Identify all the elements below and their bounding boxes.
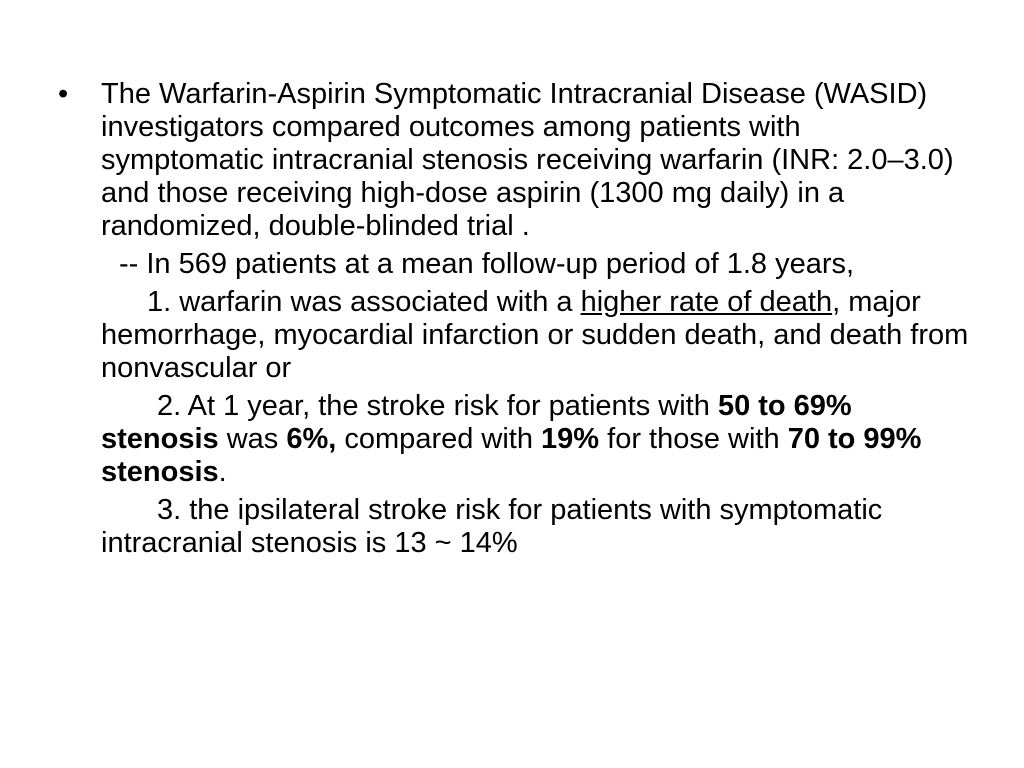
- slide-body: [101, 78, 971, 560]
- point-2-text-3: compared with: [336, 423, 542, 455]
- underlined-phrase: higher rate of death: [580, 286, 833, 318]
- point-2-text-1: 2. At 1 year, the stroke risk for patients with: [157, 390, 718, 422]
- point-2-text-2: was: [218, 423, 287, 455]
- point-1-paragraph: [101, 286, 971, 385]
- bold-risk-1: 6%,: [286, 423, 337, 455]
- point-2-text-5: .: [218, 456, 227, 488]
- bold-stenosis-range-2: 70 to 99% stenosis: [101, 423, 922, 488]
- bold-risk-2: 19%: [541, 423, 600, 455]
- point-1-text-start: 1. warfarin was associated with a: [147, 286, 581, 318]
- point-3-paragraph: 3. the ipsilateral stroke risk for patients with symptomatic intracranial stenosis is 13 ~ 14%: [101, 494, 883, 559]
- followup-paragraph: -- In 569 patients at a mean follow-up period of 1.8 years,: [119, 248, 855, 280]
- bold-stenosis-range-1: 50 to 69% stenosis: [101, 390, 852, 455]
- point-2-text-4: for those with: [599, 423, 788, 455]
- point-2-paragraph: [101, 390, 971, 489]
- bullet-marker: •: [58, 78, 69, 110]
- intro-paragraph: The Warfarin-Aspirin Symptomatic Intracranial Disease (WASID) investigators compared outcomes among patients with symptomatic intracranial stenosis receiving warfarin (INR: 2.0–3.0) and those receiving high-dose aspirin (1300 mg daily) in a randomized, double-blinded trial .: [101, 78, 954, 242]
- point-1-text-end: , major hemorrhage, myocardial infarction or sudden death, and death from nonvascular or: [101, 286, 969, 384]
